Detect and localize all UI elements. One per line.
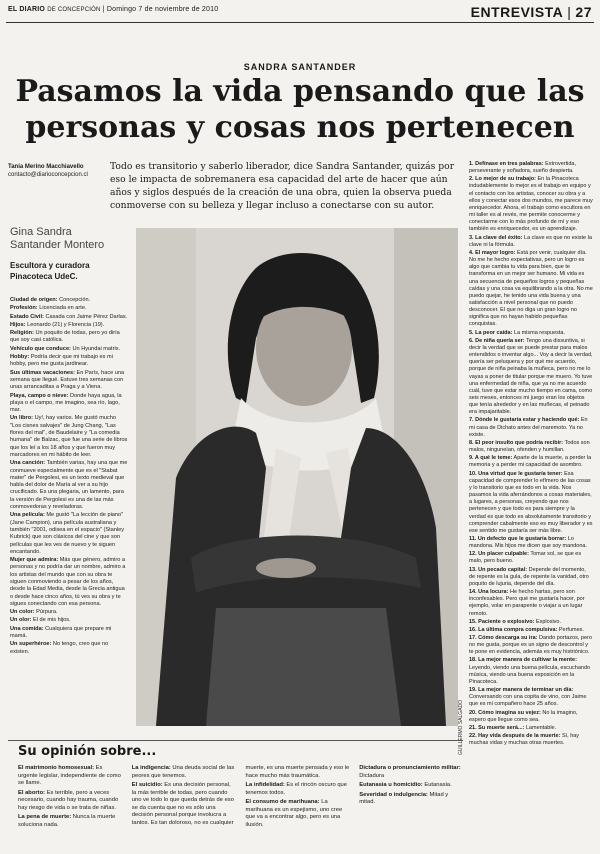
questionnaire-item-question: 8. El peor insulto que podría recibir: xyxy=(469,439,564,446)
profile-name xyxy=(10,226,130,252)
opinion-item-question: El consumo de marihuana: xyxy=(245,799,320,805)
opinion-item xyxy=(359,792,463,807)
questionnaire-column xyxy=(469,161,593,748)
author-name: Tania Merino Macchiavello xyxy=(8,164,84,170)
opinion-section xyxy=(18,765,463,829)
profile-fact-answer: Me gustó "La lección de piano" (Jane Campion), una película australiana y también "2001, odisea en el espacio" (Stanley Kubrick) que son clásicos del cine y que son películas que les ves de nuevo y te siguen encantando. xyxy=(10,512,125,555)
questionnaire-item xyxy=(469,250,593,329)
profile-fact-answer: Leonardo (21) y Florencia (19). xyxy=(27,321,105,328)
questionnaire-item-answer: Lo mandona. Mis hijos me dicen que soy mandona. xyxy=(469,535,588,550)
questionnaire-item-question: 10. Una virtud que le gustaría tener: xyxy=(469,470,563,477)
questionnaire-item-question: 20. Cómo imagina su vejez: xyxy=(469,709,541,716)
opinion-item-answer: Es el rincón oscuro que tenemos todos. xyxy=(245,782,348,796)
profile-fact-answer: Más que género, admiro a personas y no podría dar un nombre, admiro a los artistas del mundo que con su obra te siguen conmoviendo a pesar de los años, desde la Edad Media, desde la Grecia antigua o desde hace cinco años, tú ves su obra y te sigues conectando con esa persona. xyxy=(10,557,126,607)
headline-line-1: Pasamos la vida pensando que las xyxy=(15,74,585,109)
profile-fact xyxy=(10,626,128,641)
opinion-item-question: Dictadura o pronunciamiento militar: xyxy=(359,765,461,771)
profile-fact-question: Playa, campo o nieve: xyxy=(10,392,69,399)
questionnaire-item xyxy=(469,471,593,535)
profile-fact-question: Sus últimas vacaciones: xyxy=(10,369,75,376)
questionnaire-item xyxy=(469,725,593,732)
profile-fact-answer: Casada con Jaime Pérez Darlas. xyxy=(45,313,128,320)
questionnaire-item-answer: Sí, hay muchas vidas y muchas otras muertes. xyxy=(469,733,580,747)
opinion-title: Su opinión sobre... xyxy=(18,744,157,759)
profile-fact-answer: Un poquito de todas, pero yo diría que soy casi católica. xyxy=(10,330,120,344)
portrait-photo xyxy=(136,228,458,726)
profile-fact xyxy=(10,641,128,656)
questionnaire-item-answer: Todos son malos, ninguneían, ofenden y humillan. xyxy=(469,439,590,454)
opinion-item-question: El matrimonio homosexual: xyxy=(18,765,95,771)
profile-fact-answer: Donde haya agua, la playa o el campo, me imagino, sea río, lago, mar. xyxy=(10,392,122,414)
profile-fact-question: Religión: xyxy=(10,330,34,337)
profile-fact xyxy=(10,460,128,511)
opinion-rule xyxy=(8,740,463,741)
questionnaire-item-question: 7. Dónde le gustaría estar y haciendo qué: xyxy=(469,417,580,424)
byline xyxy=(8,163,88,179)
profile-fact-question: Un superhéroe: xyxy=(10,641,52,648)
questionnaire-item xyxy=(469,687,593,708)
questionnaire-item xyxy=(469,619,593,626)
profile-fact-answer: Licenciada en arte. xyxy=(39,305,87,312)
opinion-item-answer: Es urgente legislar, independiente de como se llame. xyxy=(18,765,121,786)
questionnaire-item xyxy=(469,536,593,550)
profile-fact xyxy=(10,512,128,556)
publication-city: DE CONCEPCIÓN xyxy=(47,7,101,13)
profile-fact-question: Estado Civil: xyxy=(10,313,44,320)
profile-fact xyxy=(10,346,128,353)
opinion-item-answer: Dictadura xyxy=(359,772,385,779)
questionnaire-item xyxy=(469,417,593,438)
profile-name-line-1: Gina Sandra xyxy=(10,226,72,238)
questionnaire-item-question: 22. Hay vida después de la muerte: xyxy=(469,733,561,740)
opinion-item-answer: Es una decisión personal, la más terrible de todas, pero cuando uno ve todo lo que queda detrás de eso se da cuenta que no es sólo una decisión personal porque involucra a tantos. Es tan doloroso, no es cualquier muerte, es una muerte pensada y eso le hace mucho más traumática. xyxy=(131,765,350,826)
questionnaire-item-answer: Tomar sol, se que es malo, pero bueno. xyxy=(469,551,582,565)
profile-fact xyxy=(10,370,128,392)
kicker: SANDRA SANTANDER xyxy=(243,62,357,72)
questionnaire-item-answer: Aparte de la muerte, a perder la memoria y a perder mi capacidad de asombro. xyxy=(469,455,592,469)
questionnaire-item-question: 16. La última compra compulsiva: xyxy=(469,626,558,633)
questionnaire-item-question: 5. La peor caída: xyxy=(469,329,513,336)
profile-role xyxy=(10,260,130,282)
profile-name-line-2: Santander Montero xyxy=(10,239,105,251)
questionnaire-item-question: 6. De niña quería ser: xyxy=(469,337,525,344)
profile-fact-question: Una comida: xyxy=(10,625,44,632)
questionnaire-item-answer: Esa capacidad de comprender lo efímero de las cosas y lo transitorio que es todo en la vida. Nos pasamos la vida aferrándonos a cosas materiales, a lugares, a personas, creyendo que nos pertenecen y que todo es para siempre y la verdad es que todo es absolutamente transitorio y comprender cabalmente eso es muy liberador y es ese sentido me gustaría ser más libre. xyxy=(469,470,593,534)
profile-fact-answer: En París, hace una semana que llegué. Estuve tres semanas con unas arrancaditas a Praga y a Viena. xyxy=(10,369,125,391)
questionnaire-item-question: 21. Su muerte será...: xyxy=(469,724,525,731)
questionnaire-item xyxy=(469,551,593,565)
section-name: ENTREVISTA xyxy=(470,4,564,20)
intro-paragraph: Todo es transitorio y saberlo liberador, dice Sandra Santander, quizás por eso le impacta de sobremanera esa capacidad del arte de hacer que aún años y siglos después de la creación de una obra, quien la observa pueda conmoverse con su belleza y llegar incluso a conectarse con su autor. xyxy=(110,161,455,211)
questionnaire-item-question: 2. Lo mejor de su trabajo: xyxy=(469,176,536,183)
questionnaire-item-answer: La misma respuesta. xyxy=(513,329,565,336)
opinion-item-question: El suicidio: xyxy=(131,782,163,788)
opinion-item-answer: Eutanasia. xyxy=(424,782,452,788)
questionnaire-item xyxy=(469,176,593,233)
questionnaire-item-answer: Explosivo. xyxy=(535,618,562,625)
questionnaire-item-question: 12. Un placer culpable: xyxy=(469,551,529,558)
questionnaire-item-question: 13. Un pecado capital: xyxy=(469,566,528,573)
questionnaire-item xyxy=(469,330,593,337)
profile-fact-answer: Uy!, hay varios. Me gustó mucho "Los cisnes salvajes" de Jung Chang, "Las flores del mal", de Baudelaire y "La comedia humana" de Balzac, que fue una serie de libros que los leí a los 18 años y que fueron muy marcadores en mi hábito de leer. xyxy=(10,415,128,458)
profile-fact-answer: Concepción. xyxy=(59,297,91,303)
profile-fact-answer: El de mis hijos. xyxy=(33,617,71,624)
opinion-item xyxy=(18,814,122,829)
profile-role-line-1: Escultora y curadora xyxy=(10,261,90,270)
profile-facts xyxy=(10,297,128,657)
profile-fact-answer: No tengo, creo que no existen. xyxy=(10,641,109,655)
opinion-item-question: Eutanasia u homicidio: xyxy=(359,782,423,788)
opinion-item-question: Severidad o indulgencia: xyxy=(359,791,428,798)
questionnaire-item xyxy=(469,455,593,469)
questionnaire-item xyxy=(469,710,593,724)
questionnaire-item-answer: Depende del momento, de repente es la gula, de repente la vanidad, otro poquito de lujuria, depende del día. xyxy=(469,566,589,587)
questionnaire-item-answer: Conversando con una copita de vino, con Jaime que es mi compañero hace 25 años. xyxy=(469,694,587,708)
questionnaire-item xyxy=(469,338,593,417)
profile-fact-question: Vehículo que conduce: xyxy=(10,345,71,352)
questionnaire-item-answer: Leyendo, viendo una buena película, escuchando música, viendo una buena exposición en la Pinacoteca. xyxy=(469,664,591,685)
opinion-item xyxy=(246,782,350,797)
questionnaire-item-answer: En mi casa de Dichato antes del maremoto. Ya no existe. xyxy=(469,417,588,438)
questionnaire-item xyxy=(469,657,593,686)
profile-fact xyxy=(10,557,128,608)
profile-fact-question: Mujer que admira: xyxy=(10,557,59,564)
section-divider: | xyxy=(567,4,572,20)
profile-fact-answer: Púrpura. xyxy=(36,609,58,616)
profile-fact-question: Hobby: xyxy=(10,354,30,361)
profile-fact xyxy=(10,305,128,312)
questionnaire-item-question: 18. La mejor manera de cultivar la mente: xyxy=(469,657,577,664)
questionnaire-item xyxy=(469,635,593,656)
profile-fact-question: Ciudad de origen: xyxy=(10,297,58,303)
opinion-item-question: El aborto: xyxy=(18,789,46,796)
questionnaire-item xyxy=(469,440,593,454)
profile-fact xyxy=(10,609,128,616)
questionnaire-item xyxy=(469,567,593,588)
opinion-item-answer: La marihuana es un espejismo, uno cree que va a encontrar algo, pero es una ilusión. xyxy=(245,799,343,828)
questionnaire-item-answer: Lamentable. xyxy=(525,724,557,731)
headline-line-2: personas y cosas nos pertenecen xyxy=(25,110,575,145)
masthead xyxy=(8,6,218,13)
headline xyxy=(10,74,590,146)
questionnaire-item-question: 3. La clave del éxito: xyxy=(469,234,523,241)
profile-fact-question: Una canción: xyxy=(10,460,46,467)
profile-fact-answer: Podría decir que mi trabajo es mi hobby, pero me gusta jardinear. xyxy=(10,354,113,368)
profile-fact xyxy=(10,314,128,321)
questionnaire-item-question: 19. La mejor manera de terminar un día: xyxy=(469,687,574,694)
questionnaire-item-question: 14. Una locura: xyxy=(469,589,509,596)
profile-fact xyxy=(10,322,128,329)
questionnaire-item-answer: Perfumes. xyxy=(558,626,584,633)
profile-fact xyxy=(10,330,128,345)
questionnaire-item xyxy=(469,235,593,249)
header-rule xyxy=(6,22,594,23)
profile-fact xyxy=(10,415,128,459)
questionnaire-item-answer: Dando portazos, pero no me gusta, porque es un signo de descontrol y te pone en evidencia, además es muy histriónico. xyxy=(469,635,592,656)
profile-fact xyxy=(10,354,128,369)
profile-fact xyxy=(10,393,128,415)
profile-fact-question: Una película: xyxy=(10,512,45,519)
opinion-item-answer: Nunca la muerte soluciona nada. xyxy=(18,814,116,828)
questionnaire-item xyxy=(469,733,593,747)
profile-fact xyxy=(10,617,128,624)
questionnaire-item-question: 9. A qué le teme: xyxy=(469,455,513,462)
opinion-item xyxy=(359,782,463,790)
header-divider: | xyxy=(102,6,107,13)
questionnaire-item-question: 1. Defínase en tres palabras: xyxy=(469,161,544,167)
questionnaire-item-question: 11. Un defecto que le gustaría borrar: xyxy=(469,535,567,542)
questionnaire-item-answer: La clave es que no existe la clave ni la fórmula. xyxy=(469,234,592,248)
questionnaire-item-answer: Tengo una dissuntiva, si decir la verdad que se puede prestar para malos entendidos o inventar algo... Voy a decir la verdad, quería ser peluquera y por qué me acuerdo, porque de niña peinaba la muñeca, pero no me lo vayas a poner de titular porque me muero. Yo tuve una enfermedad de niña, que ya no me acuerdo cuál, tuve que estar mucho tiempo en cama, como seis meses, entonces mi juego eran los objetos que tenía alrededor y en las muñecas, el peinado era impajaritable. xyxy=(469,337,593,416)
opinion-item xyxy=(359,765,463,780)
profile-fact-question: Un libro: xyxy=(10,415,33,422)
portrait-illustration xyxy=(136,228,458,726)
opinion-item xyxy=(18,790,122,813)
questionnaire-item-answer: En la Pinacoteca indudablemente lo mejor es el trabajo en equipo y el contacto con los artistas, conocer su obra y a ellos y conectar esos dos mundos, me parece muy enriquecedor. Ahora, el trabajo como escultora en mi taller es al revés, me permite conocerme y conectarme con lo más profundo de mí y eso también es enriquecedor, es un aprendizaje. xyxy=(469,176,593,233)
questionnaire-item-question: 4. El mayor logro: xyxy=(469,249,516,256)
publication-name: EL DIARIO xyxy=(8,6,46,13)
questionnaire-item xyxy=(469,589,593,618)
questionnaire-item xyxy=(469,161,593,175)
opinion-item-answer: Mitad y mitad. xyxy=(359,791,449,805)
questionnaire-item xyxy=(469,627,593,634)
opinion-item xyxy=(246,799,350,829)
questionnaire-item-answer: Extrovertida, perseverante y soñadora, sueño despierta. xyxy=(469,161,576,175)
questionnaire-item-answer: No la imagino, espero que llegue como sea. xyxy=(469,709,578,723)
questionnaire-item-question: 17. Cómo descarga su ira: xyxy=(469,635,538,641)
questionnaire-item-answer: Está por venir, cualquier día. No me he hecho expectativas, pero un logro es algo que cambia tu vida para bien, que te transforma en un mejor ser humano. Mi vida es una secuencia de pequeños logros y pequeñas caídas y una cosa va equilibrando a la otra. No me puedo quejar, he tenido una vida buena y una satisfacción a nivel personal que no puedo desconocer. El que no diga un gran logro no significa que no hayan habido pequeñas conquistas. xyxy=(469,249,593,328)
profile-fact-question: Profesión: xyxy=(10,305,38,312)
profile-fact-question: Hijos: xyxy=(10,321,26,328)
opinion-item-answer: Una deuda social de las peores que tenemos. xyxy=(131,765,235,779)
opinion-item-question: La indigencia: xyxy=(131,765,171,771)
profile-fact-answer: Cualquiera que prepare mi mamá. xyxy=(10,625,112,640)
opinion-item-question: La infidelidad: xyxy=(245,782,285,788)
profile-fact-question: Un olor: xyxy=(10,617,32,624)
photo-credit: GUILLERMO SALGADO xyxy=(458,700,464,756)
questionnaire-item-answer: He hecho hartas, pero son inconfesables. Pero qué me gustaría hacer, por ejemplo, volar en parapente o viajar a un lugar remoto. xyxy=(469,589,585,617)
profile-fact xyxy=(10,297,128,304)
profile-fact-answer: Un Hyundai matrix. xyxy=(72,345,121,352)
opinion-item-question: La pena de muerte: xyxy=(18,814,72,820)
questionnaire-item-question: 15. Paciente o explosivo: xyxy=(469,618,535,625)
issue-date: Domingo 7 de noviembre de 2010 xyxy=(106,6,219,13)
profile-fact-answer: También varias, hay una que me conmueve especialmente que es el "Stabat mater" de Pergolesi, es un texto medieval que habla del dolor de María al ver a su hijo crucificado. Es una plegaria, un lamento, para la versión de Pergolesi es una de las más conmovedoras y reveladoras. xyxy=(10,460,128,511)
opinion-item xyxy=(18,765,122,788)
page-number: 27 xyxy=(575,4,592,20)
profile-role-line-2: Pinacoteca UdeC. xyxy=(10,272,78,281)
section-label-block xyxy=(471,4,592,20)
author-email: contacto@diarioconcepcion.cl xyxy=(8,172,88,178)
opinion-item xyxy=(132,765,236,780)
profile-fact-question: Un color: xyxy=(10,609,35,616)
opinion-item-answer: Es terrible, pero a veces necesario, cuando hay trauma, cuando hay riesgo de vida o se trata de niñas. xyxy=(18,789,119,811)
